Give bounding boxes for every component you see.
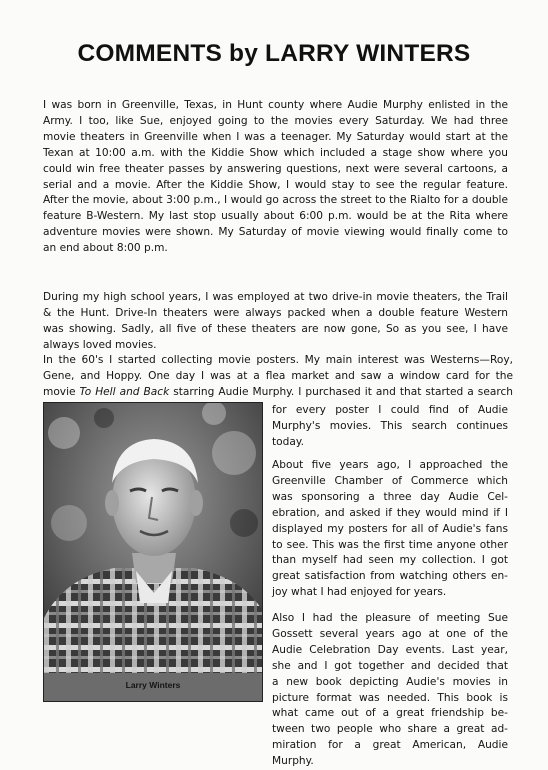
text-line: a new book depicting Audie's movies in — [272, 675, 508, 688]
text-line: Gossett several years ago at one of the — [272, 627, 508, 640]
text-line: displayed my posters for all of Audie's fans — [272, 522, 508, 535]
text-line: movie theaters in Greenville when I was a teenager. My Saturday would start at the — [43, 130, 508, 143]
text-line: joy what I had enjoyed for years. — [272, 586, 447, 599]
text-line: About five years ago, I approached the — [272, 459, 508, 471]
text-line: Murphy. — [272, 755, 314, 768]
text-line: Also I had the pleasure of meeting Sue — [272, 612, 508, 624]
photo-caption: Larry Winters — [125, 680, 181, 690]
text-line: After the movie, about 3:00 p.m., I would go across the street to the Rialto for a double — [43, 194, 508, 207]
paragraph-childhood — [43, 98, 508, 257]
text-line: for every poster I could find of Audie — [272, 404, 508, 416]
text-line: & the Hunt. Drive-In theaters were always packed when a double feature Western — [43, 306, 508, 319]
right-column-search — [272, 403, 508, 451]
text-line: During my high school years, I was employed at two drive-in movie theaters, the Trail — [43, 291, 508, 303]
text-line: Army. I too, like Sue, enjoyed going to the movies every Saturday. We had three — [43, 114, 508, 127]
text-line: feature B-Western. My last stop usually about 6:00 p.m. would be at the Rita where — [43, 210, 508, 223]
portrait-photo — [43, 402, 263, 702]
text-line: picture format was needed. This book is — [272, 691, 508, 704]
text-line: Murphy's movies. This search continues — [272, 419, 508, 432]
text-line: I was born in Greenville, Texas, in Hunt county where Audie Murphy enlisted in the — [43, 99, 508, 111]
text-line: ebration, and asked if they would mind if I — [272, 506, 508, 519]
text-line: what came out of a great friendship be- — [272, 707, 508, 720]
text-line: Greenville Chamber of Commerce which — [272, 474, 508, 487]
paragraph-collecting — [43, 353, 513, 385]
text-line: to see. This was the first time anyone other — [272, 538, 508, 551]
text-line: an end about 8:00 p.m. — [43, 242, 168, 255]
text-line: was showing. Sadly, all five of these theaters are now gone, So as you see, I have — [43, 322, 508, 335]
text-line: always loved movies. — [43, 338, 157, 351]
text-line: was sponsoring a three day Audie Cel- — [272, 490, 508, 503]
text-line: could win free theater passes by answering questions, next were several cartoons, a — [43, 162, 508, 175]
text-line: great satisfaction from watching others en- — [272, 570, 508, 583]
text-line: she and I got together and decided that — [272, 659, 508, 672]
text-line: today. — [272, 435, 304, 448]
text-line: than myself had seen my collection. I got — [272, 554, 508, 567]
right-column-chamber — [272, 458, 508, 601]
paragraph-collecting-line3: movie To Hell and Back starring Audie Murphy. I purchased it and that started a search — [43, 386, 513, 398]
paragraph-high-school — [43, 290, 508, 354]
text-line: In the 60's I started collecting movie posters. My main interest was Westerns—Roy, — [43, 354, 513, 366]
text-line: Gene, and Hoppy. One day I was at a flea market and saw a window card for the — [43, 369, 513, 382]
text-line: adventure movies were shown. My Saturday of movie viewing would finally come to — [43, 226, 508, 239]
text-line: Texan at 10:00 a.m. with the Kiddie Show which included a stage show where you — [43, 146, 508, 159]
text-line: miration for a great American, Audie — [272, 739, 508, 752]
text-line: Audie Celebration Day events. Last year, — [272, 643, 508, 656]
movie-title: To Hell and Back — [79, 386, 170, 398]
page-title: COMMENTS by LARRY WINTERS — [77, 40, 471, 67]
text-line: serial and a movie. After the Kiddie Show, I would stay to see the regular feature. — [43, 178, 508, 191]
text-line: tween two people who share a great ad- — [272, 723, 508, 736]
right-column-gossett — [272, 611, 508, 770]
